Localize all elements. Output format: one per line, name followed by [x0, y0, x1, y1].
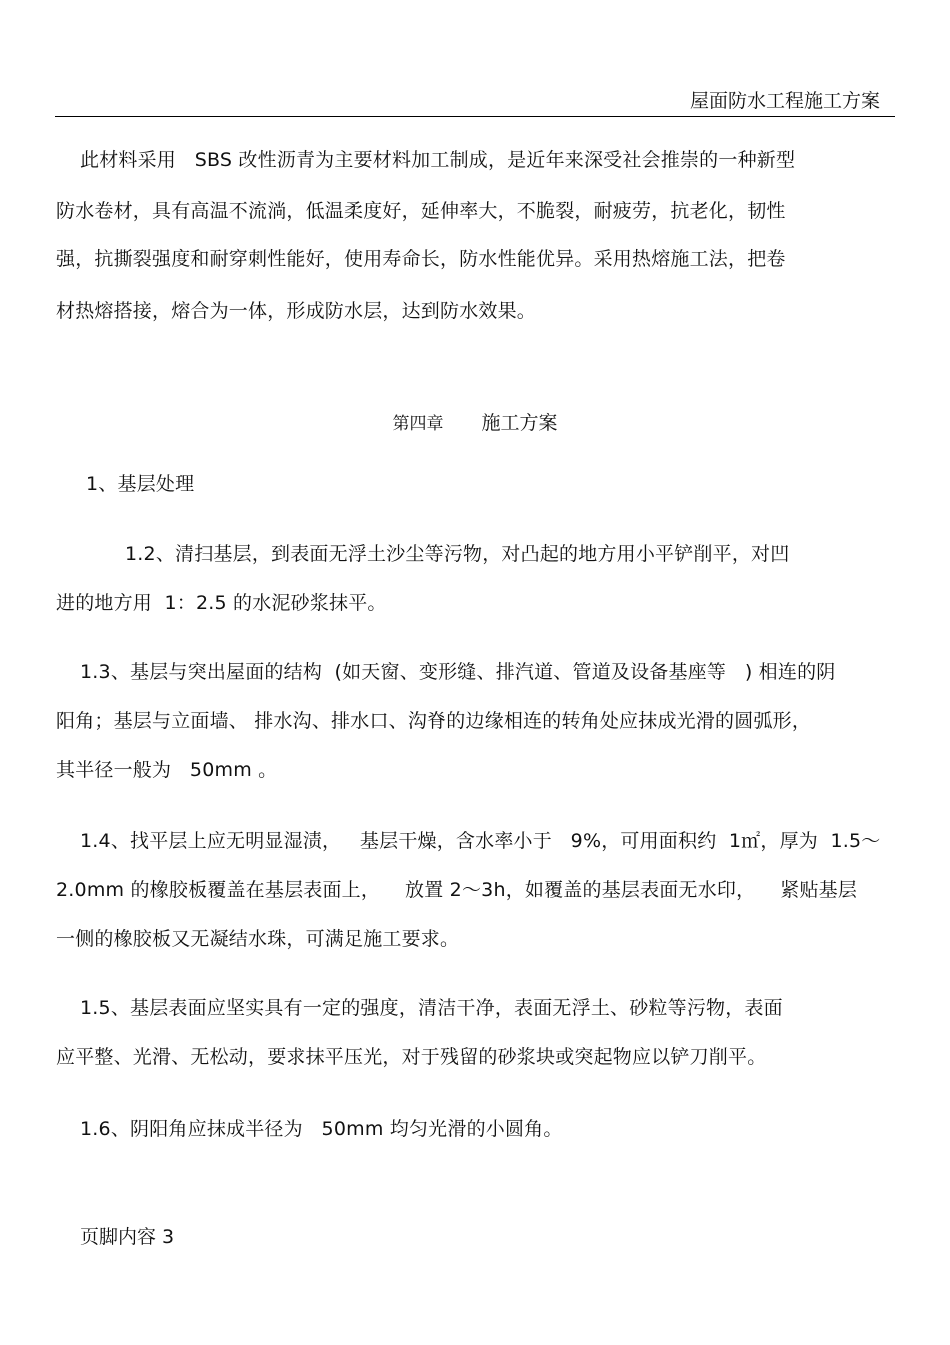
chapter-number: 第四章 [392, 414, 444, 434]
section-heading: 1、基层处理 [86, 473, 195, 495]
item-line: 1.3、基层与突出屋面的结构 (如天窗、变形缝、排汽道、管道及设备基座等 ) 相连的阴 [80, 661, 836, 683]
intro-line: 此材料采用 SBS 改性沥青为主要材料加工制成，是近年来深受社会推崇的一种新型 [80, 149, 796, 171]
item-line: 其半径一般为 50mm 。 [56, 759, 278, 781]
page-footer: 页脚内容 3 [80, 1226, 175, 1248]
intro-line: 强，抗撕裂强度和耐穿刺性能好，使用寿命长，防水性能优异。采用热熔施工法，把卷 [56, 248, 786, 270]
item-line: 阳角；基层与立面墙、 排水沟、排水口、沟脊的边缘相连的转角处应抹成光滑的圆弧形， [56, 710, 812, 732]
item-line: 一侧的橡胶板又无凝结水珠，可满足施工要求。 [56, 928, 460, 950]
item-line: 1.2、清扫基层，到表面无浮土沙尘等污物，对凸起的地方用小平铲削平，对凹 [125, 543, 790, 565]
item-line: 应平整、光滑、无松动，要求抹平压光，对于残留的砂浆块或突起物应以铲刀削平。 [56, 1046, 767, 1068]
page-header-title: 屋面防水工程施工方案 [689, 90, 880, 112]
header-rule [55, 116, 895, 117]
item-line: 进的地方用 1：2.5 的水泥砂浆抹平。 [56, 592, 387, 614]
chapter-heading [0, 410, 950, 437]
item-line: 2.0mm 的橡胶板覆盖在基层表面上， 放置 2～3h，如覆盖的基层表面无水印， 紧贴基层 [56, 879, 858, 901]
intro-line: 材热熔搭接，熔合为一体，形成防水层，达到防水效果。 [56, 300, 537, 322]
chapter-title: 施工方案 [481, 412, 558, 434]
item-line: 1.4、找平层上应无明显湿渍， 基层干燥，含水率小于 9%，可用面积约 1㎡，厚为 1.5～ [80, 830, 881, 852]
item-line: 1.5、基层表面应坚实具有一定的强度，清洁干净，表面无浮土、砂粒等污物，表面 [80, 997, 783, 1019]
item-line: 1.6、阴阳角应抹成半径为 50mm 均匀光滑的小圆角。 [80, 1118, 563, 1140]
intro-line: 防水卷材，具有高温不流淌，低温柔度好，延伸率大，不脆裂，耐疲劳，抗老化，韧性 [56, 200, 786, 222]
